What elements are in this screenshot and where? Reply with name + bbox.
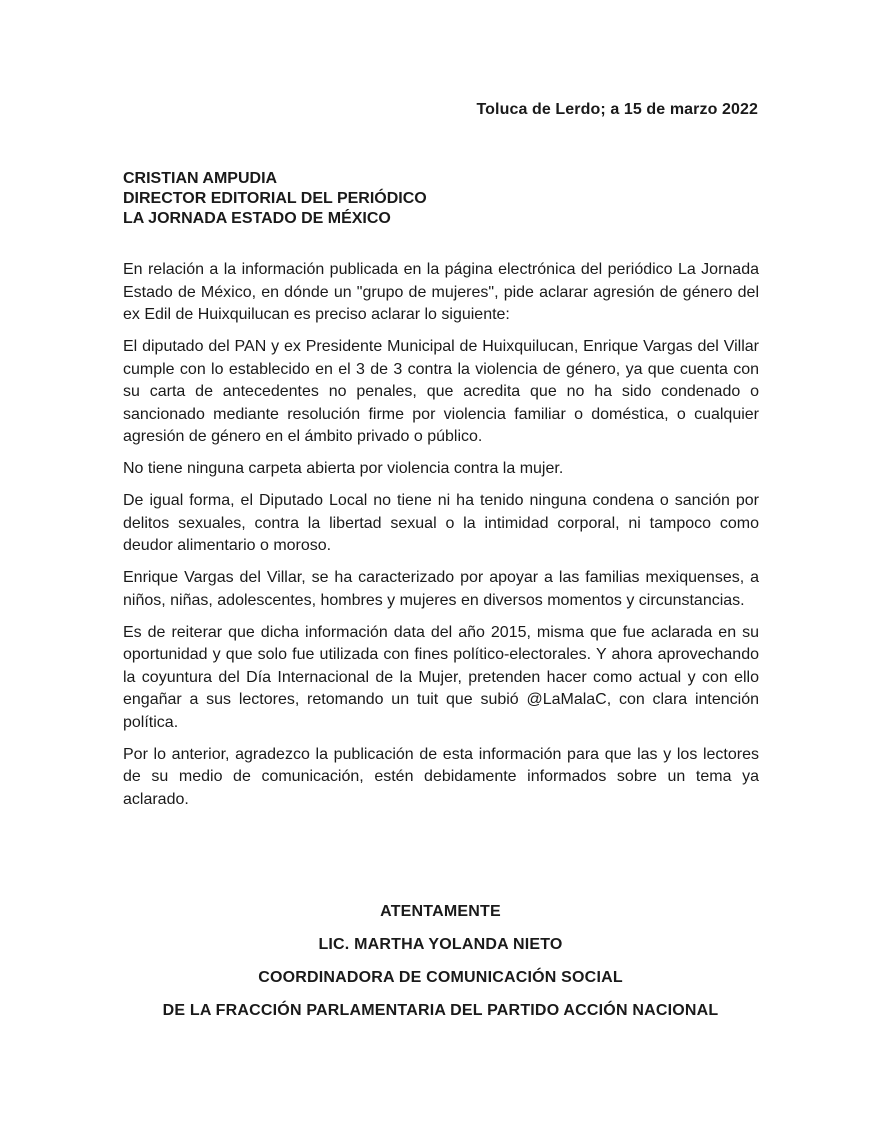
closing-salutation: ATENTAMENTE [380,903,501,920]
body-paragraph: Enrique Vargas del Villar, se ha caracterizado por apoyar a las familias mexiquenses, a niños, niñas, adolescentes, hombres y mujeres en diversos momentos y circunstancias. [123,569,759,609]
recipient-block [123,169,427,229]
body-paragraph: El diputado del PAN y ex Presidente Municipal de Huixquilucan, Enrique Vargas del Villar cumple con lo establecido en el 3 de 3 contra la violencia de género, ya que cuenta con su carta de antecedentes no penales, que acredita que no ha sido condenado o sancionado mediante resolución firme por violencia familiar o doméstica, o cualquier agresión de género en el ámbito privado o público. [123,338,759,445]
body-paragraph: En relación a la información publicada en la página electrónica del periódico La Jornada Estado de México, en dónde un "grupo de mujeres", pide aclarar agresión de género del ex Edil de Huixquilucan es preciso aclarar lo siguiente: [123,261,759,323]
body-paragraph: No tiene ninguna carpeta abierta por violencia contra la mujer. [123,460,564,477]
recipient-organization: LA JORNADA ESTADO DE MÉXICO [123,210,391,227]
signature-block [0,899,881,1031]
signer-title: COORDINADORA DE COMUNICACIÓN SOCIAL [258,969,623,986]
letter-body [123,259,759,821]
recipient-name: CRISTIAN AMPUDIA [123,170,278,187]
recipient-title: DIRECTOR EDITORIAL DEL PERIÓDICO [123,190,427,207]
body-paragraph: De igual forma, el Diputado Local no tiene ni ha tenido ninguna condena o sanción por delitos sexuales, contra la libertad sexual o la intimidad corporal, ni tampoco como deudor alimentario o moroso. [123,492,759,554]
signer-unit: DE LA FRACCIÓN PARLAMENTARIA DEL PARTIDO ACCIÓN NACIONAL [162,1002,719,1019]
date-line: Toluca de Lerdo; a 15 de marzo 2022 [476,101,758,118]
body-paragraph: Por lo anterior, agradezco la publicación de esta información para que las y los lectores de su medio de comunicación, estén debidamente informados sobre un tema ya aclarado. [123,745,759,808]
body-paragraph: Es de reiterar que dicha información data del año 2015, misma que fue aclarada en su oportunidad y que solo fue utilizada con fines político-electorales. Y ahora aprovechando la coyuntura del Día Internacional de la Mujer, pretenden hacer como actual y con ello engañar a sus lectores, retomando un tuit que subió @LaMalaC, con clara intención política. [123,623,759,731]
signer-name: LIC. MARTHA YOLANDA NIETO [318,936,563,953]
